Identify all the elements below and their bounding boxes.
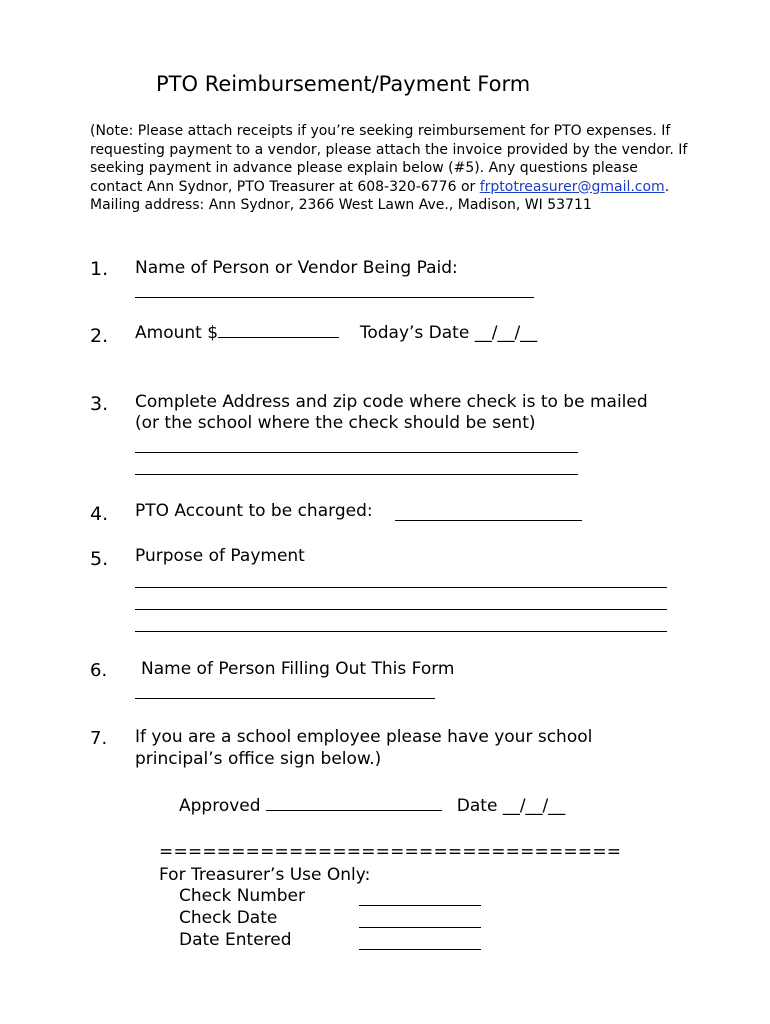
approved-signature-field[interactable] [266,796,442,811]
item-number-3: 3. [90,393,109,415]
todays-date-label: Today’s Date [359,323,470,343]
check-number-label: Check Number [179,886,305,906]
instructions-note [90,122,690,215]
treasurer-heading: For Treasurer’s Use Only: [159,865,371,885]
treasurer-email-link[interactable]: frptotreasurer@gmail.com [479,178,665,195]
todays-date-field[interactable]: __/__/__ [474,323,538,343]
check-date-field[interactable] [359,927,481,928]
approval-date-label: Date [456,796,498,816]
amount-label: Amount $ [135,323,219,343]
item-number-2: 2. [90,325,109,347]
date-entered-field[interactable] [359,949,481,950]
address-label: Complete Address and zip code where check is to be mailed [135,392,648,412]
vendor-name-field[interactable] [135,297,534,298]
pto-account-field[interactable] [395,520,582,521]
approved-label: Approved [179,796,261,816]
note-text-start: (Note: Please attach receipts if you’re seeking reimbursement for PTO expenses. If requesting payment to a vendor, please attach the invoice provided by the vendor. If seeking payment in advance please explain below (#5). Any questions please contact Ann Sydnor, PTO Treasurer at 608-320-6776 or [90,123,688,195]
approval-date-field[interactable]: __/__/__ [502,796,566,816]
date-entered-label: Date Entered [179,930,292,950]
purpose-label: Purpose of Payment [135,546,305,566]
address-line-2[interactable] [135,474,578,475]
purpose-line-3[interactable] [135,631,667,632]
item-number-1: 1. [90,258,109,280]
address-label-cont: (or the school where the check should be sent) [135,413,536,433]
separator: ================================ [159,842,622,862]
item-number-4: 4. [90,503,109,525]
check-number-field[interactable] [359,905,481,906]
pto-account-label: PTO Account to be charged: [135,501,373,521]
form-title: PTO Reimbursement/Payment Form [156,72,531,96]
filler-name-field[interactable] [135,698,435,699]
address-line-1[interactable] [135,452,578,453]
employee-note-label-cont: principal’s office sign below.) [135,749,382,769]
purpose-line-2[interactable] [135,609,667,610]
amount-row [135,323,537,343]
item-number-6: 6. [90,660,108,681]
filler-name-label: Name of Person Filling Out This Form [141,659,455,679]
amount-field[interactable] [218,323,339,338]
vendor-name-label: Name of Person or Vendor Being Paid: [135,258,458,278]
item-number-7: 7. [90,728,108,749]
check-date-label: Check Date [179,908,278,928]
purpose-line-1[interactable] [135,587,667,588]
note-text-end: . Mailing address: Ann Sydnor, 2366 West Lawn Ave., Madison, WI 53711 [90,178,670,213]
approval-row [179,796,565,816]
employee-note-label: If you are a school employee please have your school [135,727,593,747]
item-number-5: 5. [90,548,109,570]
